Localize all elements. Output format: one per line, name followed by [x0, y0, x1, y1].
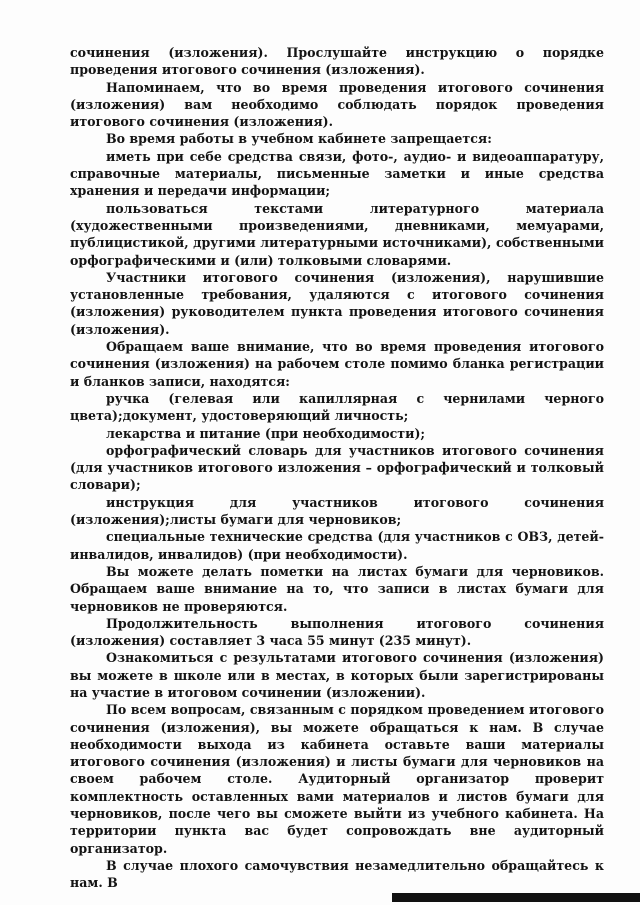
paragraph-desk-items-heading: Обращаем ваше внимание, что во время проведения итогового сочинения (изложения) на рабочем столе помимо бланка регистрации и бланков записи, находятся: — [70, 339, 604, 389]
paragraph-duration: Продолжительность выполнения итогового сочинения (изложения) составляет 3 часа 55 минут (235 минут). — [70, 615, 604, 649]
paragraph-prohibited-texts: пользоваться текстами литературного материала (художественными произведениями, дневниками, мемуарами, публицистикой, другими литературными источниками), собственными орфографическими и (или) толковыми словарями. — [70, 200, 604, 268]
paragraph-reminder: Напоминаем, что во время проведения итогового сочинения (изложения) вам необходимо соблюдать порядок проведения итогового сочинения (изложения). — [70, 79, 604, 130]
paragraph-prohibited-devices: иметь при себе средства связи, фото-, аудио- и видеоаппаратуру, справочные материалы, письменные заметки и иные средства хранения и передачи информации; — [70, 148, 604, 199]
document-body — [70, 44, 604, 892]
paragraph-desk-item-pen: ручка (гелевая или капиллярная с чернилами черного цвета);документ, удостоверяющий личность; — [70, 390, 604, 424]
paragraph-continuation: сочинения (изложения). Прослушайте инструкцию о порядке проведения итогового сочинения (изложения). — [70, 45, 604, 78]
paragraph-questions: По всем вопросам, связанным с порядком проведением итогового сочинения (изложения), вы можете обращаться к нам. В случае необходимости выхода из кабинета оставьте ваши материалы итогового сочинения (изложения) и листы бумаги для черновиков на своем рабочем столе. Аудиторный организатор проверит комплектность оставленных вами материалов и листов бумаги для черновиков, после чего вы сможете выйти из учебного кабинета. На территории пункта вас будет сопровождать вне аудиторный организатор. — [70, 702, 604, 856]
paragraph-violations: Участники итогового сочинения (изложения), нарушившие установленные требования, удаляются с итогового сочинения (изложения) руководителем пункта проведения итогового сочинения (изложения). — [70, 269, 604, 337]
scan-edge-shadow — [392, 893, 640, 902]
paragraph-results: Ознакомиться с результатами итогового сочинения (изложения) вы можете в школе или в местах, в которых были зарегистрированы на участие в итоговом сочинении (изложении). — [70, 650, 604, 700]
paragraph-prohibited-heading: Во время работы в учебном кабинете запрещается: — [106, 131, 492, 147]
paragraph-desk-item-dictionary: орфографический словарь для участников итогового сочинения (для участников итогового изложения – орфографический и толковый словари); — [70, 442, 604, 493]
paragraph-desk-item-instruction: инструкция для участников итогового сочинения (изложения);листы бумаги для черновиков; — [70, 494, 604, 528]
paragraph-desk-item-special-means: специальные технические средства (для участников с ОВЗ, детей-инвалидов, инвалидов) (при необходимости). — [70, 529, 604, 562]
paragraph-drafts: Вы можете делать пометки на листах бумаги для черновиков. Обращаем ваше внимание на то, что записи в листах бумаги для черновиков не проверяются. — [70, 563, 604, 614]
paragraph-illness: В случае плохого самочувствия незамедлительно обращайтесь к нам. В — [70, 857, 604, 891]
paragraph-desk-item-medicine: лекарства и питание (при необходимости); — [106, 425, 426, 441]
